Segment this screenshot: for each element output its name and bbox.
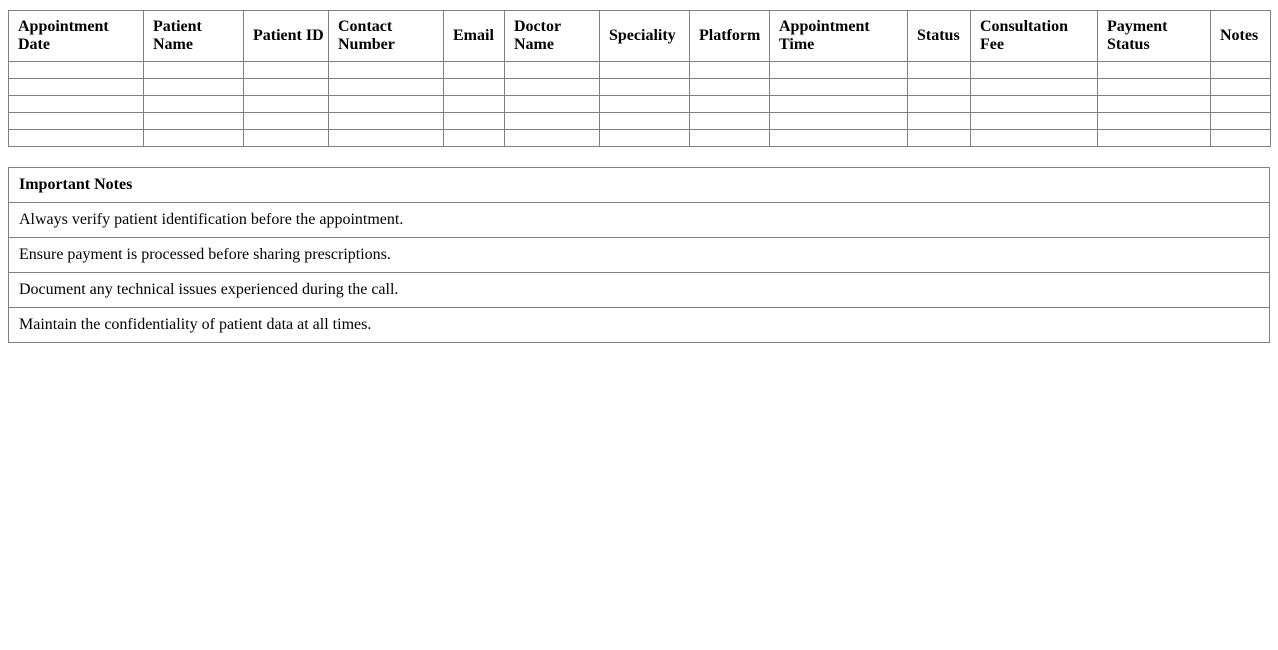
table-cell — [971, 113, 1098, 130]
table-cell — [244, 62, 329, 79]
table-cell — [144, 130, 244, 147]
table-cell — [908, 130, 971, 147]
table-cell — [505, 113, 600, 130]
table-cell — [1211, 96, 1271, 113]
column-header-status: Status — [908, 11, 971, 62]
table-cell — [770, 96, 908, 113]
notes-body — [9, 203, 1270, 343]
table-cell — [505, 130, 600, 147]
table-cell — [144, 79, 244, 96]
table-cell — [971, 96, 1098, 113]
table-row — [9, 96, 1271, 113]
table-cell — [329, 96, 444, 113]
column-header-payment-status: Payment Status — [1098, 11, 1211, 62]
note-row — [9, 308, 1270, 343]
table-cell — [908, 79, 971, 96]
table-cell — [329, 113, 444, 130]
note-text: Maintain the confidentiality of patient data at all times. — [9, 308, 1270, 343]
table-cell — [1211, 130, 1271, 147]
table-cell — [770, 113, 908, 130]
note-row — [9, 203, 1270, 238]
table-cell — [600, 62, 690, 79]
note-text: Document any technical issues experienced during the call. — [9, 273, 1270, 308]
table-cell — [444, 130, 505, 147]
table-cell — [144, 96, 244, 113]
table-cell — [1211, 79, 1271, 96]
table-cell — [444, 62, 505, 79]
appointments-body — [9, 62, 1271, 147]
table-cell — [244, 79, 329, 96]
important-notes-table — [8, 167, 1270, 343]
table-cell — [1098, 79, 1211, 96]
column-header-patient-id: Patient ID — [244, 11, 329, 62]
column-header-consultation-fee: Consultation Fee — [971, 11, 1098, 62]
table-cell — [329, 62, 444, 79]
document-page — [0, 10, 1278, 650]
notes-title: Important Notes — [9, 168, 1270, 203]
table-cell — [600, 113, 690, 130]
column-header-doctor-name: Doctor Name — [505, 11, 600, 62]
table-cell — [770, 130, 908, 147]
column-header-email: Email — [444, 11, 505, 62]
table-cell — [9, 130, 144, 147]
table-row — [9, 62, 1271, 79]
table-cell — [505, 62, 600, 79]
table-cell — [971, 79, 1098, 96]
table-cell — [444, 113, 505, 130]
table-cell — [770, 79, 908, 96]
table-cell — [244, 96, 329, 113]
column-header-appointment-date: Appointment Date — [9, 11, 144, 62]
table-cell — [971, 62, 1098, 79]
table-cell — [690, 96, 770, 113]
table-cell — [9, 96, 144, 113]
table-row — [9, 113, 1271, 130]
appointments-table — [8, 10, 1271, 147]
note-text: Ensure payment is processed before sharing prescriptions. — [9, 238, 1270, 273]
table-cell — [770, 62, 908, 79]
table-cell — [600, 96, 690, 113]
table-cell — [9, 113, 144, 130]
table-cell — [690, 113, 770, 130]
column-header-contact-number: Contact Number — [329, 11, 444, 62]
table-cell — [971, 130, 1098, 147]
table-cell — [908, 62, 971, 79]
appointments-header-row — [9, 11, 1271, 62]
table-cell — [329, 79, 444, 96]
table-cell — [505, 96, 600, 113]
table-row — [9, 79, 1271, 96]
note-row — [9, 238, 1270, 273]
table-cell — [908, 113, 971, 130]
table-cell — [244, 130, 329, 147]
table-cell — [444, 79, 505, 96]
table-cell — [908, 96, 971, 113]
table-cell — [329, 130, 444, 147]
table-cell — [144, 113, 244, 130]
table-cell — [9, 62, 144, 79]
column-header-appointment-time: Appointment Time — [770, 11, 908, 62]
table-cell — [1098, 62, 1211, 79]
table-cell — [1211, 62, 1271, 79]
column-header-notes: Notes — [1211, 11, 1271, 62]
table-cell — [600, 130, 690, 147]
note-row — [9, 273, 1270, 308]
table-cell — [444, 96, 505, 113]
table-cell — [690, 79, 770, 96]
table-cell — [505, 79, 600, 96]
table-cell — [690, 130, 770, 147]
table-cell — [690, 62, 770, 79]
table-cell — [1098, 130, 1211, 147]
column-header-platform: Platform — [690, 11, 770, 62]
table-row — [9, 130, 1271, 147]
table-cell — [600, 79, 690, 96]
table-cell — [244, 113, 329, 130]
table-cell — [1098, 113, 1211, 130]
table-cell — [9, 79, 144, 96]
table-cell — [1098, 96, 1211, 113]
column-header-patient-name: Patient Name — [144, 11, 244, 62]
table-cell — [1211, 113, 1271, 130]
note-text: Always verify patient identification before the appointment. — [9, 203, 1270, 238]
notes-header-row — [9, 168, 1270, 203]
table-cell — [144, 62, 244, 79]
column-header-speciality: Speciality — [600, 11, 690, 62]
